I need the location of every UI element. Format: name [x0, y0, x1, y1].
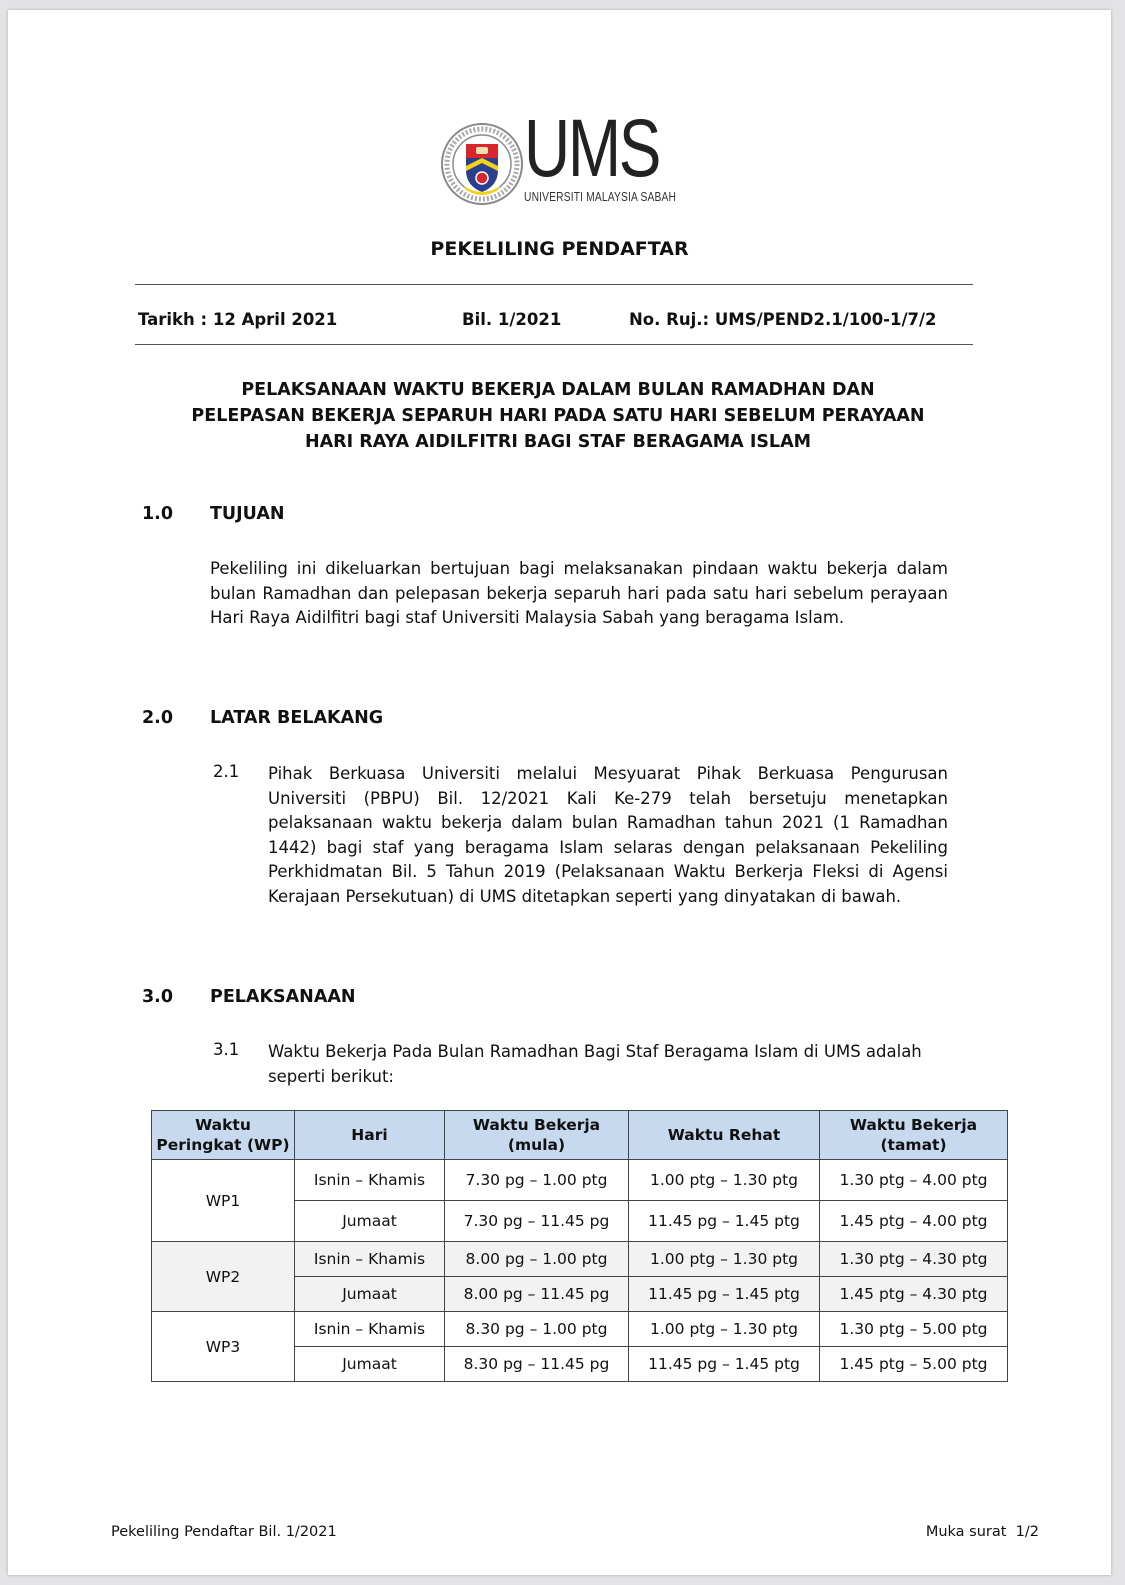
section-title: PELAKSANAAN [210, 987, 356, 1007]
divider-bottom [135, 344, 973, 345]
cell-start: 8.30 pg – 1.00 ptg [445, 1312, 629, 1347]
header-wp: Waktu Peringkat (WP) [152, 1111, 295, 1160]
university-crest-icon [440, 122, 524, 206]
header-rest: Waktu Rehat [629, 1111, 820, 1160]
cell-start: 7.30 pg – 11.45 pg [445, 1201, 629, 1242]
cell-start: 8.00 pg – 11.45 pg [445, 1277, 629, 1312]
section-number: 1.0 [142, 504, 174, 524]
subsection-body: Waktu Bekerja Pada Bulan Ramadhan Bagi Staf Beragama Islam di UMS adalah seperti berikut: [268, 1042, 922, 1086]
ums-logo [432, 103, 692, 222]
cell-day: Isnin – Khamis [295, 1312, 445, 1347]
header-end: Waktu Bekerja (tamat) [820, 1111, 1008, 1160]
cell-rest: 1.00 ptg – 1.30 ptg [629, 1242, 820, 1277]
section-body: Pekeliling ini dikeluarkan bertujuan bagi melaksanakan pindaan waktu bekerja dalam bulan Ramadhan dan pelepasan bekerja separuh hari pada satu hari sebelum perayaan Hari Raya Aidilfitri bagi staf Universiti Malaysia Sabah yang beragama Islam. [210, 559, 948, 627]
cell-end: 1.45 ptg – 4.30 ptg [820, 1277, 1008, 1312]
meta-number: Bil. 1/2021 [462, 310, 562, 329]
cell-day: Jumaat [295, 1201, 445, 1242]
table-row [152, 1160, 1008, 1201]
logo-subtitle: UNIVERSITI MALAYSIA SABAH [524, 190, 677, 204]
cell-rest: 11.45 pg – 1.45 ptg [629, 1201, 820, 1242]
section-title: LATAR BELAKANG [210, 708, 384, 728]
cell-wp: WP2 [152, 1242, 295, 1312]
cell-rest: 11.45 pg – 1.45 ptg [629, 1347, 820, 1382]
cell-wp: WP3 [152, 1312, 295, 1382]
cell-rest: 1.00 ptg – 1.30 ptg [629, 1160, 820, 1201]
title-line: PELEPASAN BEKERJA SEPARUH HARI PADA SATU HARI SEBELUM PERAYAAN [191, 406, 925, 426]
table-row [152, 1242, 1008, 1277]
divider-top [135, 284, 973, 285]
title-line: HARI RAYA AIDILFITRI BAGI STAF BERAGAMA ISLAM [304, 432, 812, 452]
cell-day: Isnin – Khamis [295, 1160, 445, 1201]
subsection-number: 3.1 [213, 1040, 240, 1059]
cell-day: Isnin – Khamis [295, 1242, 445, 1277]
document-page [8, 10, 1111, 1575]
cell-end: 1.30 ptg – 5.00 ptg [820, 1312, 1008, 1347]
cell-end: 1.30 ptg – 4.00 ptg [820, 1160, 1008, 1201]
section-number: 2.0 [142, 708, 174, 728]
cell-day: Jumaat [295, 1347, 445, 1382]
cell-wp: WP1 [152, 1160, 295, 1242]
document-heading: PEKELILING PENDAFTAR [430, 238, 689, 260]
cell-day: Jumaat [295, 1277, 445, 1312]
cell-start: 7.30 pg – 1.00 ptg [445, 1160, 629, 1201]
cell-start: 8.00 pg – 1.00 ptg [445, 1242, 629, 1277]
meta-date: Tarikh : 12 April 2021 [138, 310, 338, 329]
section-title: TUJUAN [210, 504, 285, 524]
footer-page-number: Muka surat 1/2 [925, 1524, 1039, 1540]
cell-end: 1.30 ptg – 4.30 ptg [820, 1242, 1008, 1277]
subsection-body: Pihak Berkuasa Universiti melalui Mesyuarat Pihak Berkuasa Pengurusan Universiti (PBPU) Bil. 12/2021 Kali Ke-279 telah bersetuju menetapkan pelaksanaan waktu bekerja dalam bulan Ramadhan tahun 2021 (1 Ramadhan 1442) bagi staf yang beragama Islam selaras dengan pelaksanaan Pekeliling Perkhidmatan Bil. 5 Tahun 2019 (Pelaksanaan Waktu Berkerja Fleksi di Agensi Kerajaan Persekutuan) di UMS ditetapkan seperti yang dinyatakan di bawah. [268, 764, 948, 906]
footer-document-ref: Pekeliling Pendaftar Bil. 1/2021 [111, 1524, 337, 1540]
cell-rest: 11.45 pg – 1.45 ptg [629, 1277, 820, 1312]
table-header-row [152, 1111, 1008, 1160]
title-line: PELAKSANAAN WAKTU BEKERJA DALAM BULAN RAMADHAN DAN [241, 380, 875, 400]
document-title [158, 377, 958, 455]
header-start: Waktu Bekerja (mula) [445, 1111, 629, 1160]
table-row [152, 1312, 1008, 1347]
subsection-number: 2.1 [213, 762, 240, 781]
logo-wordmark: UMS [524, 103, 660, 194]
cell-rest: 1.00 ptg – 1.30 ptg [629, 1312, 820, 1347]
cell-end: 1.45 ptg – 4.00 ptg [820, 1201, 1008, 1242]
meta-reference: No. Ruj.: UMS/PEND2.1/100-1/7/2 [629, 310, 937, 329]
section-number: 3.0 [142, 987, 174, 1007]
header-day: Hari [295, 1111, 445, 1160]
cell-start: 8.30 pg – 11.45 pg [445, 1347, 629, 1382]
working-hours-table [151, 1110, 1008, 1382]
cell-end: 1.45 ptg – 5.00 ptg [820, 1347, 1008, 1382]
